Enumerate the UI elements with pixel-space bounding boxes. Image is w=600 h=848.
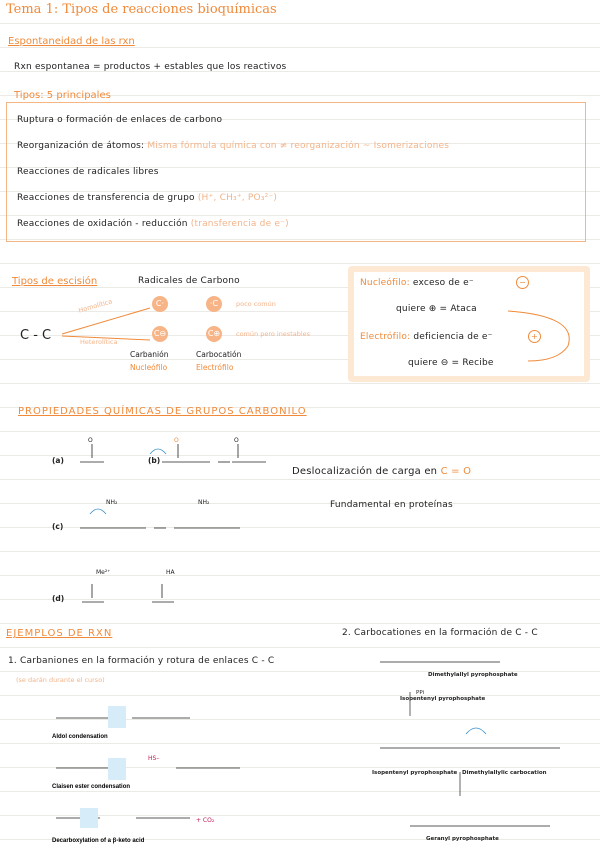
- carbanion-figure: [50, 692, 250, 848]
- tipo-note: (transferencia de e⁻): [190, 219, 289, 229]
- curved-arrow-icon: [498, 306, 588, 366]
- note-deslocalizacion: Deslocalización de carga en: [292, 466, 438, 477]
- tipos-box: [6, 102, 586, 242]
- carbocation-circle: C⊕: [206, 326, 222, 342]
- carbocation-sub: Electrófilo: [196, 363, 234, 372]
- carbanion-circle: C⊖: [152, 326, 168, 342]
- fig-decarbox: Decarboxylation of a β-keto acid: [52, 838, 145, 844]
- bond-cc: C - C: [20, 328, 52, 343]
- page-title: Tema 1: Tipos de reacciones bioquímicas: [6, 2, 277, 17]
- tipo-item: Reacciones de radicales libres: [17, 167, 159, 177]
- cation-common: común pero inestables: [236, 330, 311, 338]
- escision-heading: Tipos de escisión: [12, 276, 98, 287]
- minus-icon: −: [516, 276, 529, 289]
- carbanion-label: Carbanión: [130, 350, 169, 359]
- elec-label: Electrófilo:: [360, 332, 411, 342]
- fig-label-a: (a): [52, 456, 64, 465]
- tipos-heading: Tipos: 5 principales: [14, 90, 111, 101]
- elec-want: quiere ⊖ = Recibe: [408, 358, 494, 368]
- co2-label: + CO₂: [196, 817, 215, 824]
- fig-gpp: Geranyl pyrophosphate: [426, 836, 499, 842]
- carbonyl-structures: [70, 434, 270, 614]
- tipo-item: Reacciones de transferencia de grupo: [17, 193, 195, 203]
- radical-common: poco común: [236, 300, 276, 308]
- homolitica-label: Homolítica: [77, 297, 114, 315]
- hs-label: HS–: [148, 755, 160, 762]
- nuc-label: Nucleófilo:: [360, 278, 410, 288]
- carbocation-figure: [370, 644, 570, 848]
- svg-text:O: O: [174, 437, 179, 444]
- fig-label-c: (c): [52, 522, 64, 531]
- fig-label-b: (b): [148, 456, 161, 465]
- tipo-item: Reorganización de átomos:: [17, 141, 145, 151]
- sub2-heading: 2. Carbocationes en la formación de C - C: [342, 628, 538, 638]
- carbocation-label: Carbocatión: [196, 350, 242, 359]
- espontaneidad-line: Rxn espontanea = productos + estables que los reactivos: [14, 62, 287, 72]
- svg-text:O: O: [88, 437, 93, 444]
- radicales-label: Radicales de Carbono: [138, 276, 240, 286]
- fig-claisen: Claisen ester condensation: [52, 784, 131, 790]
- fig-carbocation: Dimethylallylic carbocation: [462, 770, 547, 776]
- fig-aldol: Aldol condensation: [52, 734, 108, 740]
- nuc-want: quiere ⊕ = Ataca: [396, 304, 477, 314]
- nh2-label: NH₂: [106, 499, 118, 506]
- plus-icon: +: [528, 330, 541, 343]
- nuc-text: exceso de e⁻: [412, 278, 474, 288]
- heterolitica-label: Heterolítica: [80, 338, 118, 346]
- tipo-note: Misma fórmula química con ≠ reorganización ~ Isomerizaciones: [147, 141, 450, 151]
- nucleofilo-box: [348, 266, 590, 382]
- radical-circle: C·: [152, 296, 168, 312]
- nh2-label: NH₂: [198, 499, 210, 506]
- sub1-note: (se darán durante el curso): [16, 676, 105, 684]
- tipo-item: Ruptura o formación de enlaces de carbono: [17, 115, 223, 125]
- ppi-label: PPi: [416, 690, 425, 696]
- fig-label-d: (d): [52, 594, 65, 603]
- ha-label: HA: [166, 569, 175, 576]
- sub1-heading: 1. Carbaniones en la formación y rotura de enlaces C - C: [8, 656, 275, 666]
- fig-ipp-2: Isopentenyl pyrophosphate: [372, 770, 458, 776]
- tipo-item: Reacciones de oxidación - reducción: [17, 219, 188, 229]
- espontaneidad-heading: Espontaneidad de las rxn: [8, 36, 135, 47]
- ejemplos-heading: EJEMPLOS DE RXN: [6, 628, 113, 639]
- carbonilo-heading: PROPIEDADES QUÍMICAS DE GRUPOS CARBONILO: [18, 406, 307, 417]
- radical-circle: ·C: [206, 296, 222, 312]
- note-co: C = O: [440, 466, 472, 477]
- fig-ipp: Isopentenyl pyrophosphate: [400, 696, 486, 702]
- elec-text: deficiencia de e⁻: [413, 332, 493, 342]
- carbanion-sub: Nucleófilo: [130, 363, 168, 372]
- svg-text:O: O: [234, 437, 239, 444]
- ion-label: Me²⁺: [96, 569, 111, 576]
- fig-dmapp: Dimethylallyl pyrophosphate: [428, 672, 518, 678]
- note-proteinas: Fundamental en proteínas: [330, 500, 453, 510]
- tipo-note: (H⁺, CH₃⁺, PO₃²⁻): [197, 193, 278, 203]
